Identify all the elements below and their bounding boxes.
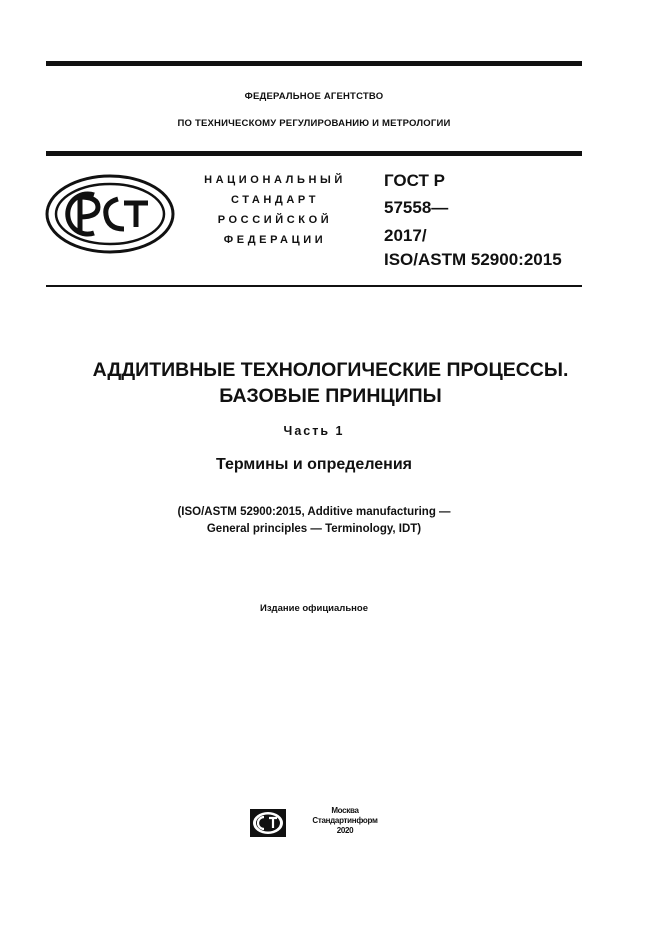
publisher-city: Москва [331,806,359,815]
edition-label: Издание официальное [260,603,368,614]
document-title-line2: БАЗОВЫЕ ПРИНЦИПЫ [219,385,442,407]
top-rule [46,61,582,66]
part-number: Часть 1 [283,424,345,438]
national-standard-line3: РОССИЙСКОЙ [217,214,333,226]
iso-reference-line2: General principles — Terminology, IDT) [206,523,422,535]
publication-year: 2020 [336,826,354,835]
national-standard-line1: НАЦИОНАЛЬНЫЙ [204,174,346,186]
standartinform-logo-icon [248,807,288,839]
gost-designation-line4: ISO/ASTM 52900:2015 [384,250,562,269]
bottom-rule [46,285,582,287]
gost-designation-line3: 2017/ [384,226,427,245]
gost-designation-line2: 57558— [384,198,449,217]
document-title-line1: АДДИТИВНЫЕ ТЕХНОЛОГИЧЕСКИЕ ПРОЦЕССЫ. [92,359,569,381]
rst-emblem-icon [44,173,176,255]
agency-name-line2: ПО ТЕХНИЧЕСКОМУ РЕГУЛИРОВАНИЮ И МЕТРОЛОГИИ [177,118,451,129]
national-standard-line2: СТАНДАРТ [230,194,320,206]
iso-reference-line1: (ISO/ASTM 52900:2015, Additive manufacturing — [177,506,451,518]
national-standard-line4: ФЕДЕРАЦИИ [223,234,327,246]
middle-rule [46,151,582,156]
document-subtitle: Термины и определения [215,456,412,473]
agency-name-line1: ФЕДЕРАЛЬНОЕ АГЕНТСТВО [244,91,384,102]
publisher-name: Стандартинформ [312,816,378,825]
gost-designation-line1: ГОСТ Р [384,171,445,190]
